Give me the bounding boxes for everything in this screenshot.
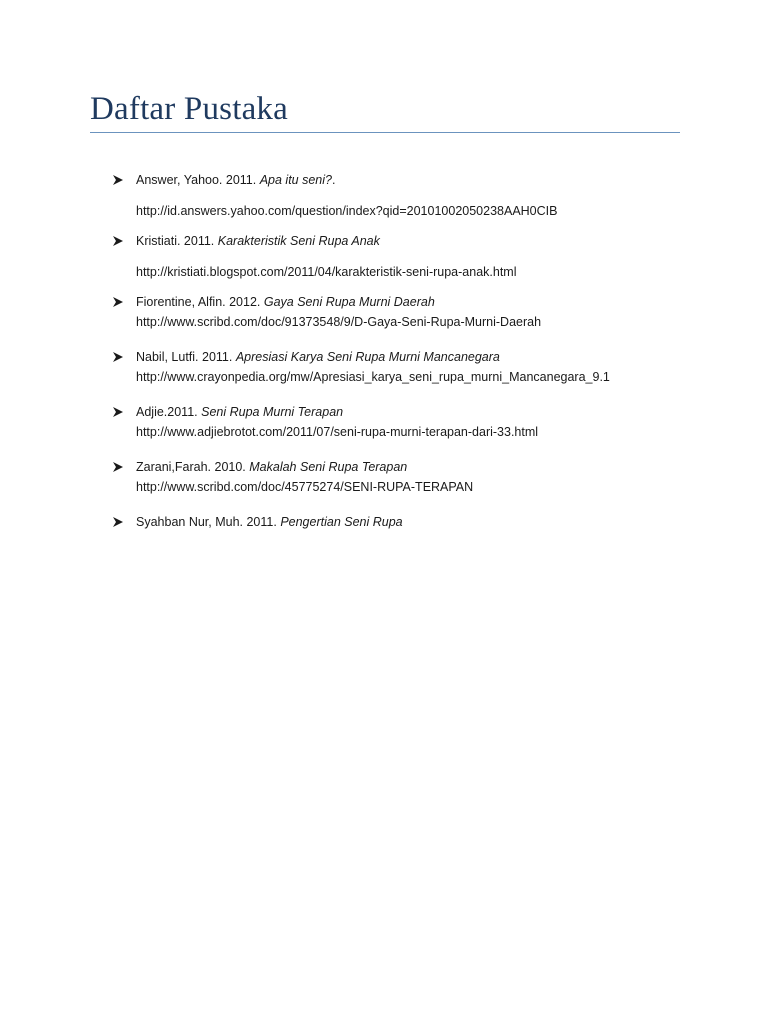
reference-author: Kristiati. 2011. [136, 234, 218, 248]
reference-list [112, 170, 742, 532]
reference-item [112, 170, 742, 221]
reference-item [112, 457, 742, 497]
reference-author: Syahban Nur, Muh. 2011. [136, 515, 281, 529]
reference-url: http://www.scribd.com/doc/91373548/9/D-Gaya-Seni-Rupa-Murni-Daerah [136, 315, 542, 329]
reference-citation [136, 170, 742, 190]
reference-author: Answer, Yahoo. 2011. [136, 173, 260, 187]
reference-title: Apresiasi Karya Seni Rupa Murni Mancanegara [235, 350, 500, 364]
reference-author: Fiorentine, Alfin. 2012. [136, 295, 264, 309]
page-title: Daftar Pustaka [90, 91, 288, 127]
reference-title: Gaya Seni Rupa Murni Daerah [263, 295, 435, 309]
reference-citation [136, 402, 742, 422]
arrowhead-bullet-icon [112, 516, 124, 528]
reference-item [112, 231, 742, 282]
reference-citation [136, 457, 742, 477]
reference-citation [136, 347, 742, 367]
arrowhead-bullet-icon [112, 461, 124, 473]
reference-title: Apa itu seni? [259, 173, 332, 187]
reference-url: http://www.scribd.com/doc/45775274/SENI-RUPA-TERAPAN [136, 480, 474, 494]
reference-item [112, 347, 742, 387]
reference-url: http://www.crayonpedia.org/mw/Apresiasi_karya_seni_rupa_murni_Mancanegara_9.1 [136, 370, 610, 384]
arrowhead-bullet-icon [112, 406, 124, 418]
reference-url: http://id.answers.yahoo.com/question/index?qid=20101002050238AAH0CIB [136, 204, 558, 218]
reference-title: Makalah Seni Rupa Terapan [249, 460, 408, 474]
reference-citation [136, 231, 742, 251]
reference-item [112, 292, 742, 332]
arrowhead-bullet-icon [112, 351, 124, 363]
reference-citation [136, 292, 742, 312]
reference-suffix: . [331, 173, 336, 187]
reference-title: Karakteristik Seni Rupa Anak [217, 234, 380, 248]
reference-author: Nabil, Lutfi. 2011. [136, 350, 236, 364]
arrowhead-bullet-icon [112, 174, 124, 186]
reference-author: Zarani,Farah. 2010. [136, 460, 250, 474]
reference-citation [136, 512, 742, 532]
arrowhead-bullet-icon [112, 235, 124, 247]
arrowhead-bullet-icon [112, 296, 124, 308]
reference-url: http://www.adjiebrotot.com/2011/07/seni-rupa-murni-terapan-dari-33.html [136, 425, 539, 439]
reference-title: Seni Rupa Murni Terapan [201, 405, 344, 419]
reference-url: http://kristiati.blogspot.com/2011/04/karakteristik-seni-rupa-anak.html [136, 265, 517, 279]
reference-item [112, 402, 742, 442]
reference-author: Adjie.2011. [136, 405, 202, 419]
reference-item [112, 512, 742, 532]
title-divider [90, 132, 680, 133]
reference-title: Pengertian Seni Rupa [280, 515, 403, 529]
